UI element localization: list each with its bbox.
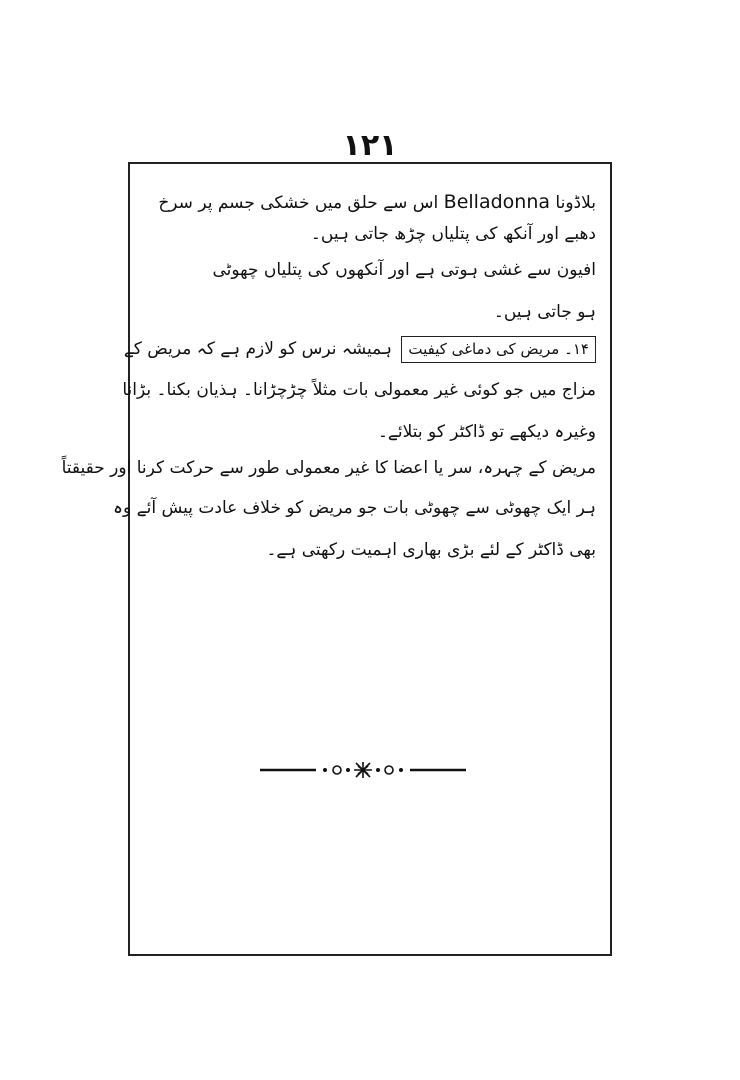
section-14-heading: ۱۴۔ مریض کی دماغی کیفیت: [401, 336, 596, 363]
page-body: [61, 176, 596, 596]
belladonna-term: بلاڈونا: [555, 193, 596, 213]
belladonna-latin-term: Belladonna: [443, 191, 551, 213]
final-paragraph-line-2: ہر ایک چھوٹی سے چھوٹی بات جو مریض کو خلاف عادت پیش آئے وہ: [113, 498, 596, 518]
final-paragraph-line-1: مریض کے چہرہ، سر یا اعضا کا غیر معمولی طور سے حرکت کرنا اور حقیقتاً: [61, 458, 596, 478]
section-14-intro: ہمیشہ نرس کو لازم ہے کہ مریض کے: [123, 339, 392, 359]
final-paragraph-line-3: بھی ڈاکٹر کے لئے بڑی بھاری اہمیت رکھتی ہے۔: [266, 540, 596, 560]
page-number: ۱۲۱: [342, 128, 398, 163]
section-14-line-1: [124, 336, 596, 363]
section-14-line-2: مزاج میں جو کوئی غیر معمولی بات مثلاً چڑچڑانا۔ ہذیان بکنا۔ بڑانا: [122, 380, 596, 400]
belladonna-line-1: [158, 192, 596, 213]
belladonna-description: اس سے حلق میں خشکی جسم پر سرخ: [158, 193, 439, 213]
opium-line-1: افیون سے غشی ہوتی ہے اور آنکھوں کی پتلیاں چھوٹی: [212, 260, 596, 280]
belladonna-line-2: دھبے اور آنکھ کی پتلیاں چڑھ جاتی ہیں۔: [310, 224, 596, 244]
opium-line-2: ہو جاتی ہیں۔: [493, 302, 596, 322]
section-14-line-3: وغیرہ دیکھے تو ڈاکٹر کو بتلائے۔: [377, 422, 596, 442]
decorative-divider-icon: [258, 760, 468, 780]
